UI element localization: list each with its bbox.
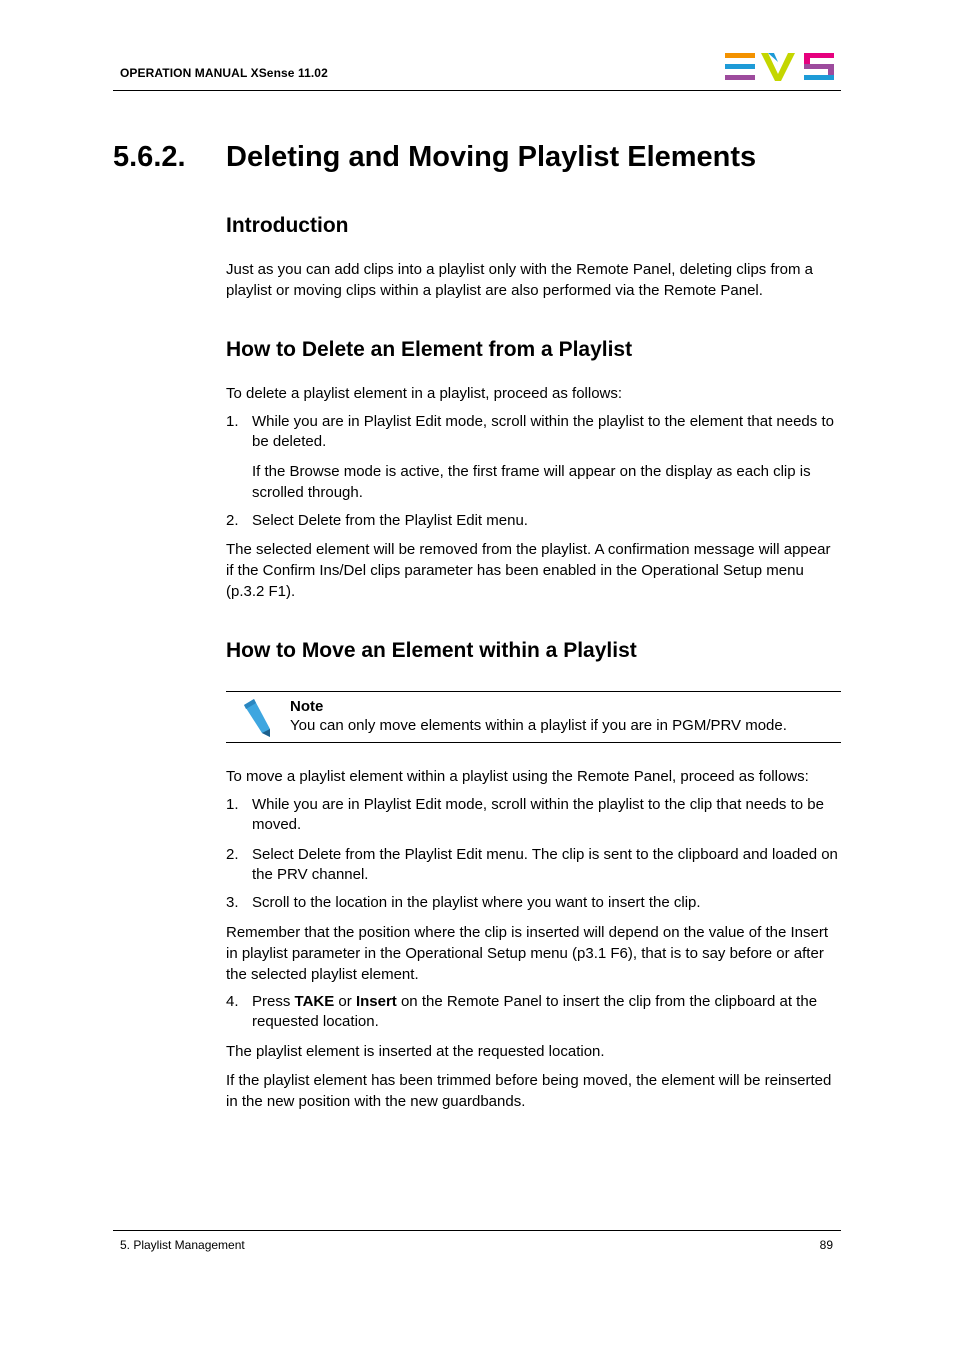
- step4-post: on the Remote Panel to insert the clip from the clipboard at the requested location.: [252, 993, 818, 1030]
- header-rule: [113, 90, 841, 91]
- note-top-rule: [226, 691, 841, 692]
- section-number: 5.6.2.: [113, 141, 186, 173]
- step-text: Select Delete from the Playlist Edit menu. The clip is sent to the clipboard and loaded on the PRV channel.: [252, 846, 838, 883]
- move-result-1: The playlist element is inserted at the requested location.: [226, 1043, 605, 1060]
- step4-pre: Press: [252, 993, 295, 1010]
- step4-mid: or: [334, 993, 356, 1010]
- move-heading: How to Move an Element within a Playlist: [226, 639, 637, 662]
- footer-rule: [113, 1230, 841, 1231]
- section-title: Deleting and Moving Playlist Elements: [226, 141, 757, 173]
- move-remember: Remember that the position where the clip is inserted will depend on the value of the Insert in playlist parameter in the Operational Setup menu (p3.1 F6), that is to say before or after the selected playlist element.: [226, 924, 829, 983]
- page-number: 89: [819, 1238, 833, 1252]
- move-step-4: [226, 992, 838, 1032]
- step-number: 2.: [226, 846, 239, 863]
- step-text: [252, 992, 838, 1032]
- note-text: You can only move elements within a playlist if you are in PGM/PRV mode.: [290, 717, 787, 734]
- step-text: Scroll to the location in the playlist where you want to insert the clip.: [252, 894, 701, 911]
- section-heading: [113, 141, 756, 174]
- step-text: While you are in Playlist Edit mode, scroll within the playlist to the clip that needs to be moved.: [252, 796, 824, 833]
- delete-result: The selected element will be removed from the playlist. A confirmation message will appear if the Confirm Ins/Del clips parameter has been enabled in the Operational Setup menu (p.3.2 F1).: [226, 541, 831, 600]
- move-step-3: [226, 893, 838, 913]
- step-text: Select Delete from the Playlist Edit menu.: [252, 512, 528, 529]
- delete-lead: To delete a playlist element in a playlist, proceed as follows:: [226, 385, 623, 402]
- delete-step-1-note: If the Browse mode is active, the first frame will appear on the display as each clip is scrolled through.: [252, 463, 811, 501]
- take-keyword: TAKE: [294, 993, 335, 1010]
- note-title: Note: [290, 698, 324, 715]
- move-step-1: [226, 795, 838, 835]
- evs-logo: [724, 52, 836, 82]
- insert-keyword: Insert: [355, 993, 397, 1010]
- move-result-2: If the playlist element has been trimmed before being moved, the element will be reinserted in the new position with the new guardbands.: [226, 1072, 832, 1110]
- note-bottom-rule: [226, 742, 841, 743]
- move-lead: To move a playlist element within a playlist using the Remote Panel, proceed as follows:: [226, 768, 809, 785]
- step-number: 1.: [226, 413, 239, 430]
- delete-heading: How to Delete an Element from a Playlist: [226, 338, 633, 361]
- step-text: While you are in Playlist Edit mode, scroll within the playlist to the element that needs to be deleted.: [252, 413, 834, 450]
- step-number: 1.: [226, 796, 239, 813]
- footer-chapter: 5. Playlist Management: [120, 1238, 245, 1252]
- step-number: 3.: [226, 894, 239, 911]
- running-header: OPERATION MANUAL XSense 11.02: [120, 66, 328, 80]
- delete-step-2: [226, 511, 838, 531]
- pencil-icon: [240, 697, 274, 737]
- move-step-2: [226, 845, 838, 885]
- step-number: 4.: [226, 993, 239, 1010]
- delete-step-1: [226, 412, 838, 452]
- step-number: 2.: [226, 512, 239, 529]
- intro-heading: Introduction: [226, 214, 349, 237]
- intro-paragraph: Just as you can add clips into a playlist only with the Remote Panel, deleting clips from a playlist or moving clips within a playlist are also performed via the Remote Panel.: [226, 261, 813, 299]
